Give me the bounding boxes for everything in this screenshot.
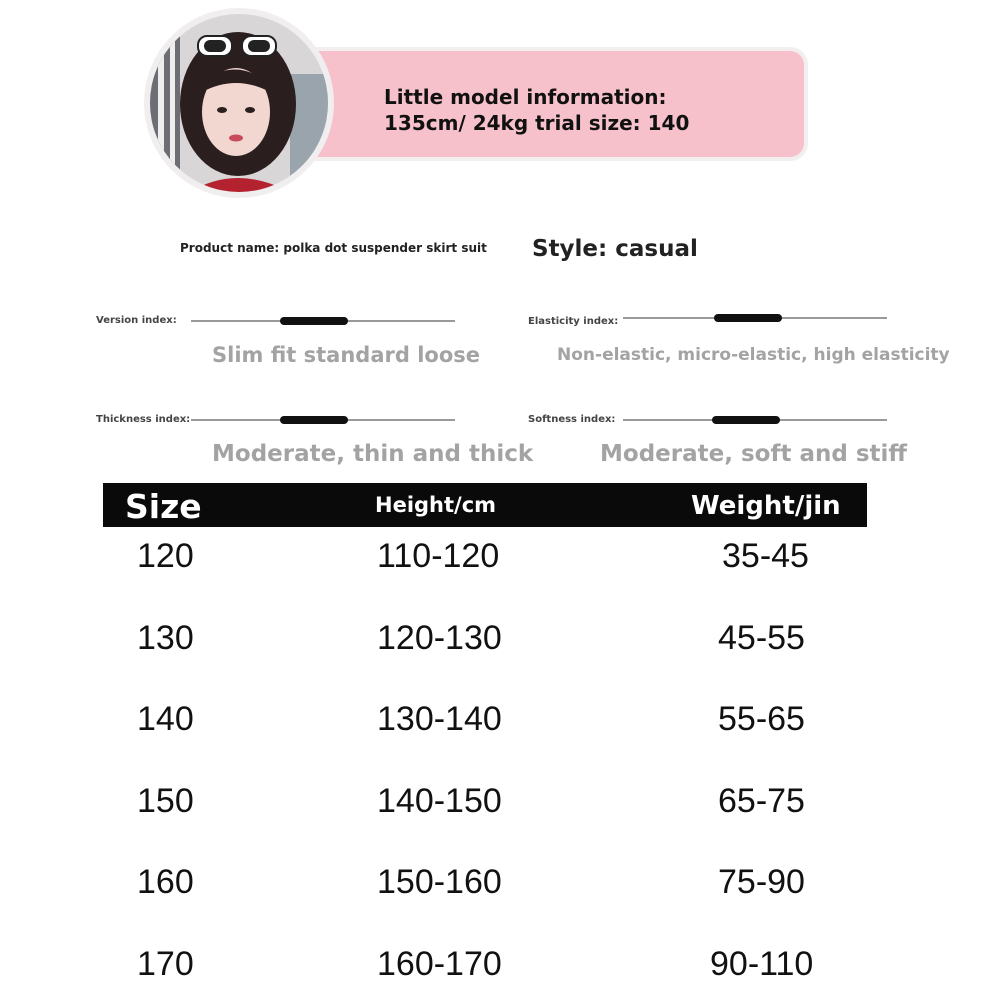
thickness-index-label: Thickness index: bbox=[96, 414, 191, 425]
weight-cell: 55-65 bbox=[718, 700, 805, 738]
softness-index-scale: Moderate, soft and stiff bbox=[600, 441, 908, 467]
size-cell: 140 bbox=[137, 700, 194, 738]
style-label: Style: casual bbox=[532, 236, 698, 262]
weight-cell: 35-45 bbox=[722, 537, 809, 575]
thickness-index-scale: Moderate, thin and thick bbox=[212, 441, 534, 467]
product-name: Product name: polka dot suspender skirt suit bbox=[180, 241, 487, 255]
height-cell: 150-160 bbox=[377, 863, 502, 901]
height-cell: 110-120 bbox=[377, 537, 500, 575]
table-row bbox=[0, 700, 1000, 760]
version-index-scale: Slim fit standard loose bbox=[212, 343, 480, 367]
height-cell: 130-140 bbox=[377, 700, 502, 738]
elasticity-index-scale: Non-elastic, micro-elastic, high elasticity bbox=[557, 345, 950, 365]
weight-cell: 90-110 bbox=[710, 945, 814, 983]
weight-cell: 45-55 bbox=[718, 619, 805, 657]
size-table-header bbox=[103, 483, 867, 527]
model-photo bbox=[144, 8, 334, 198]
table-row bbox=[0, 945, 1000, 1005]
height-cell: 160-170 bbox=[377, 945, 502, 983]
elasticity-index-label: Elasticity index: bbox=[528, 316, 619, 327]
header-height: Height/cm bbox=[375, 493, 497, 517]
height-cell: 120-130 bbox=[377, 619, 502, 657]
softness-index-marker bbox=[712, 416, 780, 424]
thickness-index-marker bbox=[280, 416, 348, 424]
model-info-title: Little model information: bbox=[384, 85, 667, 109]
model-info-details: 135cm/ 24kg trial size: 140 bbox=[384, 111, 690, 135]
size-cell: 150 bbox=[137, 782, 194, 820]
size-cell: 170 bbox=[137, 945, 194, 983]
size-cell: 160 bbox=[137, 863, 194, 901]
weight-cell: 65-75 bbox=[718, 782, 805, 820]
table-row bbox=[0, 537, 1000, 597]
height-cell: 140-150 bbox=[377, 782, 502, 820]
header-weight: Weight/jin bbox=[691, 491, 841, 521]
version-index-marker bbox=[280, 317, 348, 325]
table-row bbox=[0, 863, 1000, 923]
model-info-text bbox=[384, 84, 689, 136]
version-index-label: Version index: bbox=[96, 315, 177, 326]
header-size: Size bbox=[125, 487, 202, 526]
table-row bbox=[0, 619, 1000, 679]
weight-cell: 75-90 bbox=[718, 863, 805, 901]
softness-index-label: Softness index: bbox=[528, 414, 616, 425]
elasticity-index-marker bbox=[714, 314, 782, 322]
table-row bbox=[0, 782, 1000, 842]
size-cell: 130 bbox=[137, 619, 194, 657]
size-cell: 120 bbox=[137, 537, 194, 575]
